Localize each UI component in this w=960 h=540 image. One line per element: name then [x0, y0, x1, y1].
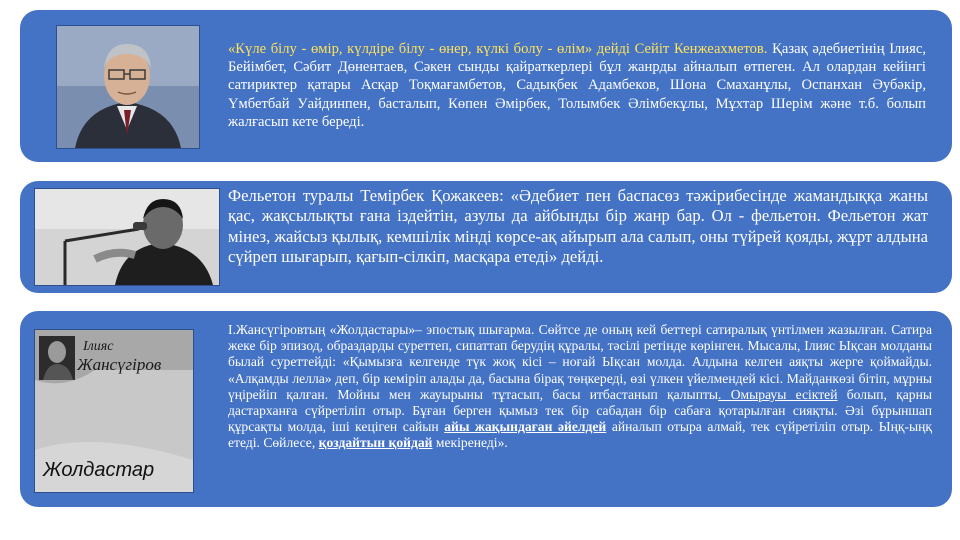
- quote-text: «Күле білу - өмір, күлдіре білу - өнер, күлкі болу - өлім» дейді Сейіт Кенжеахметов.: [228, 41, 768, 57]
- book-author-line1: Ілияс: [83, 339, 114, 354]
- bold-underlined-phrase: қоздайтын қойдай: [318, 435, 433, 451]
- portrait-photo: [56, 25, 200, 149]
- panel-1-text: [228, 40, 926, 131]
- paragraph-part: мекіренеді».: [432, 435, 508, 451]
- panel-2-text: Фельетон туралы Темірбек Қожакеев: «Әдебиет пен баспасөз тәжірибесінде жамандыққа жаны қас, жақсылықты ғана іздейтін, азулы да айбынды бір жанр бар. Ол - фельетон. Фельетон жат мінез, жайсыз қылық, кемшілік мінді көрсе-ақ айырып ала салып, оны түйрей қояды, жұрт алдына сүйреп шығарып, қағып-сілкіп, масқара етеді» дейді.: [228, 186, 928, 267]
- book-title: Жолдастар: [43, 459, 155, 481]
- underlined-phrase: . Омырауы есіктей: [718, 386, 838, 402]
- info-panel-3: [20, 311, 952, 507]
- panel-3-text: [228, 322, 932, 452]
- speaker-at-microphone-photo: [34, 188, 220, 286]
- paragraph-text: Қазақ әдебиетінің Ілияс, Бейімбет, Сәбит Дөнентаев, Сәкен сынды қайраткерлері бұл жанрды айналып өтпеген. Ал олардан кейінгі сатириктер қатары Асқар Тоқмағамбетов, Садықбек Адамбеков, Шона Смаханұлы, Оспанхан Әубәкір, Үмбетбай Уайдинпен, басталып, Көпен Әмірбек, Толымбек Әлімбекұлы, Мұхтар Шерім және т.б. болып жалғасып кете береді.: [228, 41, 926, 130]
- info-panel-1: [20, 10, 952, 162]
- bold-underlined-phrase: айы жақындаған әйелдей: [444, 419, 607, 435]
- paragraph-part: болып, қарны дастарханға сүйретіліп отыр. Бұған берген қымыз тек бір сабадан бір сабаға қотарылған сияқты. Әзі бұрыншап құрсақты молда, іші кеціген сайын: [228, 386, 932, 435]
- info-panel-2: [20, 181, 952, 293]
- book-author-line2: Жансүгіров: [77, 355, 162, 374]
- paragraph-part: І.Жансүгіровтың «Жолдастары»– эпостық шығарма. Сөйтсе де оның кей беттері сатиралық үнтілмен жазылған. Сатира жеке бір эпизод, образдарды суреттеп, сипаттап берудің құралы, тәсілі ретінде көрінген. Мысалы, Ілияс Ықсан молданы былай суреттейді: «Қымызға келгенде түк жоқ кісі – ноғай Ықсан молда. Алдына келген аяқты жерге қоймайды. «Алқамды лелла» деп, бір кеміріп алады да, басына бірақ төңкереді, өзі үлкен үйелмендей кісі. Майданкөзі бітіп, мұрны үңірейіп қалған. Мойны мен жауырыны тұтасып, басы итбастанып қалыпты: [228, 322, 932, 402]
- book-cover-image: [34, 329, 194, 493]
- paragraph-part: айналып отыра алмай, тек сүйретіліп отыр. Ыңқ-ыңқ етеді. Сөйлесе,: [228, 419, 932, 451]
